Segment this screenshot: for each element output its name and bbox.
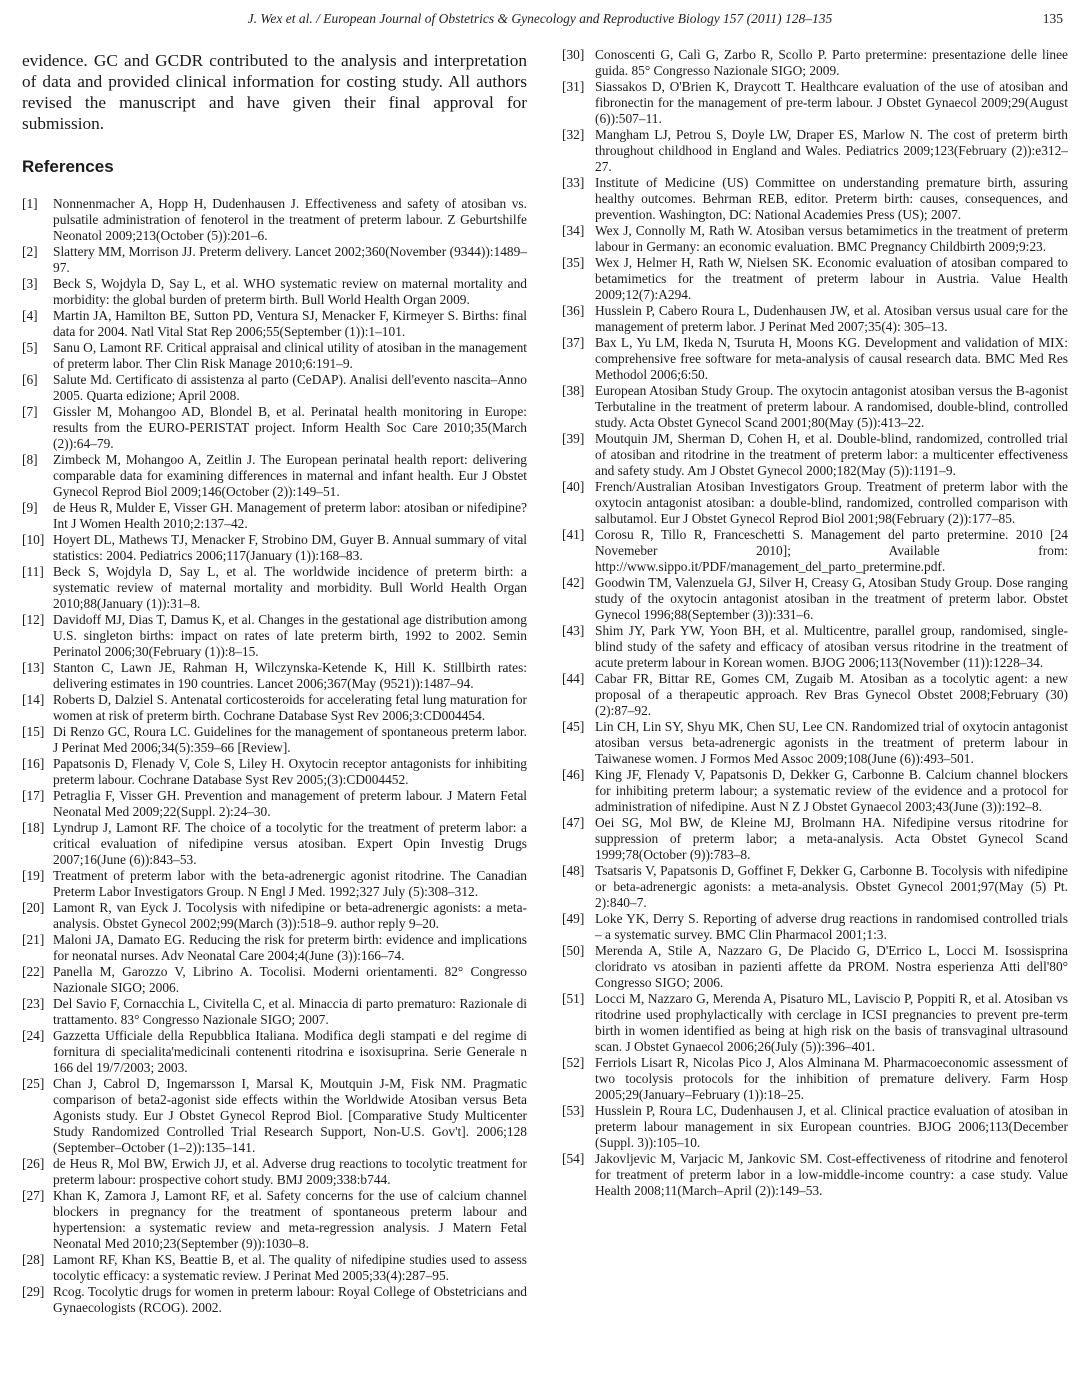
reference-number: [10] — [22, 532, 45, 547]
reference-text: Wex J, Helmer H, Rath W, Nielsen SK. Economic evaluation of atosiban compared to betamimetics for the treatment of preterm labour in Austria. Value Health 2009;12(7):A294. — [595, 255, 1068, 302]
reference-item — [22, 868, 527, 900]
reference-text: Beck S, Wojdyla D, Say L, et al. WHO systematic review on maternal mortality and morbidity: the global burden of preterm birth. Bull World Health Organ 2009. — [53, 276, 527, 307]
reference-item — [22, 820, 527, 868]
reference-item — [22, 1188, 527, 1252]
reference-item — [22, 500, 527, 532]
reference-item — [22, 900, 527, 932]
reference-text: Cabar FR, Bittar RE, Gomes CM, Zugaib M. Atosiban as a tocolytic agent: a new proposal of a therapeutic approach. Rev Bras Gynecol Obstet 2008;February (30)(2):87–92. — [595, 671, 1068, 718]
reference-number: [30] — [562, 47, 585, 62]
reference-item — [562, 1103, 1068, 1151]
reference-number: [1] — [22, 196, 38, 211]
reference-text: Bax L, Yu LM, Ikeda N, Tsuruta H, Moons KG. Development and validation of MIX: comprehensive free software for meta-analysis of causal research data. BMC Med Res Methodol 2006;6:50. — [595, 335, 1068, 382]
reference-number: [16] — [22, 756, 45, 771]
reference-item — [22, 932, 527, 964]
reference-number: [27] — [22, 1188, 45, 1203]
reference-number: [4] — [22, 308, 38, 323]
reference-number: [32] — [562, 127, 585, 142]
reference-text: Gazzetta Ufficiale della Repubblica Italiana. Modifica degli stampati e del regime di fornitura di specialita'medicinali contenenti ritodrina e isoxisuprina. Serie Generale n 166 del 19/7/2003; 2003. — [53, 1028, 527, 1075]
reference-text: Lamont R, van Eyck J. Tocolysis with nifedipine or beta-adrenergic agonists: a meta-analysis. Obstet Gynecol 2002;99(March (3)):518–9. author reply 9–20. — [53, 900, 527, 931]
reference-item — [562, 303, 1068, 335]
reference-number: [19] — [22, 868, 45, 883]
reference-number: [26] — [22, 1156, 45, 1171]
reference-number: [54] — [562, 1151, 585, 1166]
reference-item — [562, 943, 1068, 991]
reference-text: Stanton C, Lawn JE, Rahman H, Wilczynska-Ketende K, Hill K. Stillbirth rates: delivering estimates in 190 countries. Lancet 2006;367(May (9521)):1487–94. — [53, 660, 527, 691]
reference-number: [50] — [562, 943, 585, 958]
reference-text: Maloni JA, Damato EG. Reducing the risk for preterm birth: evidence and implications for neonatal nurses. Adv Neonatal Care 2004;4(June (3)):166–74. — [53, 932, 527, 963]
reference-item — [22, 1156, 527, 1188]
reference-number: [13] — [22, 660, 45, 675]
reference-item — [22, 692, 527, 724]
reference-text: Zimbeck M, Mohangoo A, Zeitlin J. The European perinatal health report: delivering comparable data for examining differences in maternal and infant health. Eur J Obstet Gynecol Reprod Biol 2009;146(October (2)):149–51. — [53, 452, 527, 499]
reference-number: [6] — [22, 372, 38, 387]
reference-text: French/Australian Atosiban Investigators Group. Treatment of preterm labor with the oxytocin antagonist atosiban: a double-blind, randomized, controlled comparison with salbutamol. Eur J Obstet Gynecol Reprod Biol 2001;98(February (2)):177–85. — [595, 479, 1068, 526]
reference-text: Corosu R, Tillo R, Franceschetti S. Management del parto pretermine. 2010 [24 Novemeber 2010]; Available from: http://www.sippo.it/PDF/management_del_parto_pretermine.pdf. — [595, 527, 1068, 574]
reference-text: Loke YK, Derry S. Reporting of adverse drug reactions in randomised controlled trials – a systematic survey. BMC Clin Pharmacol 2001;1:3. — [595, 911, 1068, 942]
reference-number: [44] — [562, 671, 585, 686]
reference-text: Locci M, Nazzaro G, Merenda A, Pisaturo ML, Laviscio P, Poppiti R, et al. Atosiban vs ritodrine used prophylactically with cerclage in ICSI pregnancies to prevent pre-term birth in women identified as being at high risk on the basis of transvaginal ultrasound scan. J Obstet Gynaecol 2006;26(July (5)):396–401. — [595, 991, 1068, 1054]
running-head: J. Wex et al. / European Journal of Obstetrics & Gynecology and Reproductive Biology 157 (2011) 128–135 — [247, 11, 833, 26]
reference-text: King JF, Flenady V, Papatsonis D, Dekker G, Carbonne B. Calcium channel blockers for inhibiting preterm labour; a systematic review of the evidence and a protocol for administration of nifedipine. Aust N Z J Obstet Gynaecol 2003;43(June (3)):192–8. — [595, 767, 1068, 814]
reference-number: [5] — [22, 340, 38, 355]
reference-text: Husslein P, Cabero Roura L, Dudenhausen JW, et al. Atosiban versus usual care for the management of preterm labor. J Perinat Med 2007;35(4): 305–13. — [595, 303, 1068, 334]
reference-item — [22, 308, 527, 340]
reference-text: Petraglia F, Visser GH. Prevention and management of preterm labour. J Matern Fetal Neonatal Med 2009;22(Suppl. 2):24–30. — [53, 788, 527, 819]
reference-number: [25] — [22, 1076, 45, 1091]
reference-item — [22, 788, 527, 820]
left-column — [22, 50, 527, 1316]
reference-text: Hoyert DL, Mathews TJ, Menacker F, Strobino DM, Guyer B. Annual summary of vital statistics: 2004. Pediatrics 2006;117(January (1)):168–83. — [53, 532, 527, 563]
reference-item — [22, 276, 527, 308]
reference-item — [562, 431, 1068, 479]
reference-number: [12] — [22, 612, 45, 627]
reference-text: European Atosiban Study Group. The oxytocin antagonist atosiban versus the B-agonist Terbutaline in the treatment of preterm labour. A randomised, double-blind, controlled study. Acta Obstet Gynecol Scand 2001;80(May (5)):413–22. — [595, 383, 1068, 430]
reference-item — [22, 564, 527, 612]
reference-number: [21] — [22, 932, 45, 947]
right-column — [562, 47, 1068, 1199]
reference-text: Salute Md. Certificato di assistenza al parto (CeDAP). Analisi dell'evento nascita–Anno 2005. Quarta edizione; April 2008. — [53, 372, 527, 403]
reference-item — [562, 671, 1068, 719]
reference-text: Jakovljevic M, Varjacic M, Jankovic SM. Cost-effectiveness of ritodrine and fenoterol for treatment of preterm labor in a low-middle-income country: a case study. Value Health 2008;11(March–April (2)):149–53. — [595, 1151, 1068, 1198]
reference-number: [20] — [22, 900, 45, 915]
reference-item — [562, 79, 1068, 127]
reference-number: [9] — [22, 500, 38, 515]
reference-number: [18] — [22, 820, 45, 835]
reference-number: [24] — [22, 1028, 45, 1043]
reference-number: [53] — [562, 1103, 585, 1118]
reference-item — [22, 404, 527, 452]
reference-text: Wex J, Connolly M, Rath W. Atosiban versus betamimetics in the treatment of preterm labour in Germany: an economic evaluation. BMC Pregnancy Childbirth 2009;9:23. — [595, 223, 1068, 254]
reference-item — [22, 532, 527, 564]
reference-number: [35] — [562, 255, 585, 270]
reference-number: [7] — [22, 404, 38, 419]
reference-item — [22, 1252, 527, 1284]
reference-text: Beck S, Wojdyla D, Say L, et al. The worldwide incidence of preterm birth: a systematic review of maternal mortality and morbidity. Bull World Health Organ 2010;88(January (1)):31–8. — [53, 564, 527, 611]
reference-text: Moutquin JM, Sherman D, Cohen H, et al. Double-blind, randomized, controlled trial of atosiban and ritodrine in the treatment of preterm labor: a multicenter effectiveness and safety study. Am J Obstet Gynecol 2000;182(May (5)):1191–9. — [595, 431, 1068, 478]
reference-number: [17] — [22, 788, 45, 803]
reference-text: Chan J, Cabrol D, Ingemarsson I, Marsal K, Moutquin J-M, Fisk NM. Pragmatic comparison of beta2-agonist side effects within the Worldwide Atosiban versus Beta Agonists study. Eur J Obstet Gynecol Reprod Biol. [Comparative Study Multicenter Study Randomized Controlled Trial Research Support, Non-U.S. Gov't]. 2006;128 (September–October (1–2)):135–141. — [53, 1076, 527, 1155]
reference-number: [46] — [562, 767, 585, 782]
reference-item — [562, 991, 1068, 1055]
reference-number: [52] — [562, 1055, 585, 1070]
reference-item — [22, 1284, 527, 1316]
reference-item — [562, 1055, 1068, 1103]
reference-text: Conoscenti G, Calì G, Zarbo R, Scollo P. Parto pretermine: presentazione delle linee guida. 85° Congresso Nazionale SIGO; 2009. — [595, 47, 1068, 78]
reference-number: [40] — [562, 479, 585, 494]
reference-text: Lin CH, Lin SY, Shyu MK, Chen SU, Lee CN. Randomized trial of oxytocin antagonist atosiban versus beta-adrenergic agonists in the treatment of preterm labour in Taiwanese women. J Formos Med Assoc 2009;108(June (6)):493–501. — [595, 719, 1068, 766]
reference-number: [3] — [22, 276, 38, 291]
reference-item — [562, 1151, 1068, 1199]
reference-item — [562, 127, 1068, 175]
reference-number: [37] — [562, 335, 585, 350]
reference-item — [562, 383, 1068, 431]
reference-text: Rcog. Tocolytic drugs for women in preterm labour: Royal College of Obstetricians and Gynaecologists (RCOG). 2002. — [53, 1284, 527, 1315]
reference-number: [22] — [22, 964, 45, 979]
reference-text: Nonnenmacher A, Hopp H, Dudenhausen J. Effectiveness and safety of atosiban vs. pulsatile administration of fenoterol in the treatment of preterm labour. Z Geburtshilfe Neonatol 2009;213(October (5)):201–6. — [53, 196, 527, 243]
reference-number: [48] — [562, 863, 585, 878]
reference-number: [15] — [22, 724, 45, 739]
reference-list-left — [22, 196, 527, 1316]
reference-number: [41] — [562, 527, 585, 542]
reference-number: [47] — [562, 815, 585, 830]
reference-item — [22, 756, 527, 788]
reference-number: [39] — [562, 431, 585, 446]
reference-number: [51] — [562, 991, 585, 1006]
page-number: 135 — [1042, 11, 1063, 26]
reference-text: Mangham LJ, Petrou S, Doyle LW, Draper ES, Marlow N. The cost of preterm birth throughout childhood in England and Wales. Pediatrics 2009;123(February (2)):e312–27. — [595, 127, 1068, 174]
reference-number: [45] — [562, 719, 585, 734]
reference-number: [8] — [22, 452, 38, 467]
reference-text: Papatsonis D, Flenady V, Cole S, Liley H. Oxytocin receptor antagonists for inhibiting preterm labour. Cochrane Database Syst Rev 2005;(3):CD004452. — [53, 756, 527, 787]
reference-text: Roberts D, Dalziel S. Antenatal corticosteroids for accelerating fetal lung maturation for women at risk of preterm birth. Cochrane Database Syst Rev 2006;3:CD004454. — [53, 692, 527, 723]
reference-item — [562, 719, 1068, 767]
reference-item — [562, 223, 1068, 255]
reference-text: Merenda A, Stile A, Nazzaro G, De Placido G, D'Errico L, Locci M. Isossisprina cloridrato vs atosiban in pazienti affette da PROM. Nostra esperienza Atti dell'80° Congresso SIGO; 2006. — [595, 943, 1068, 990]
reference-number: [33] — [562, 175, 585, 190]
reference-text: Lamont RF, Khan KS, Beattie B, et al. The quality of nifedipine studies used to assess tocolytic efficacy: a systematic review. J Perinat Med 2005;33(4):287–95. — [53, 1252, 527, 1283]
reference-text: Sanu O, Lamont RF. Critical appraisal and clinical utility of atosiban in the management of preterm labor. Ther Clin Risk Manage 2010;6:191–9. — [53, 340, 527, 371]
reference-number: [2] — [22, 244, 38, 259]
reference-item — [562, 911, 1068, 943]
reference-item — [22, 372, 527, 404]
reference-text: Khan K, Zamora J, Lamont RF, et al. Safety concerns for the use of calcium channel blockers in pregnancy for the treatment of spontaneous preterm labour and hypertension: a systematic review and meta-regression analysis. J Matern Fetal Neonatal Med 2010;23(September (9)):1030–8. — [53, 1188, 527, 1251]
reference-number: [31] — [562, 79, 585, 94]
reference-number: [42] — [562, 575, 585, 590]
reference-item — [22, 196, 527, 244]
reference-number: [11] — [22, 564, 44, 579]
reference-item — [22, 244, 527, 276]
reference-text: Oei SG, Mol BW, de Kleine MJ, Brolmann HA. Nifedipine versus ritodrine for suppression of preterm labor; a meta-analysis. Acta Obstet Gynecol Scand 1999;78(October (9)):783–8. — [595, 815, 1068, 862]
reference-text: Husslein P, Roura LC, Dudenhausen J, et al. Clinical practice evaluation of atosiban in preterm labour management in six European countries. BJOG 2006;113(December (Suppl. 3)):105–10. — [595, 1103, 1068, 1150]
reference-number: [49] — [562, 911, 585, 926]
reference-number: [29] — [22, 1284, 45, 1299]
reference-text: Treatment of preterm labor with the beta-adrenergic agonist ritodrine. The Canadian Preterm Labor Investigators Group. N Engl J Med. 1992;327 July (5):308–312. — [53, 868, 527, 899]
reference-item — [562, 575, 1068, 623]
reference-item — [562, 815, 1068, 863]
reference-text: Martin JA, Hamilton BE, Sutton PD, Ventura SJ, Menacker F, Kirmeyer S. Births: final data for 2004. Natl Vital Stat Rep 2006;55(September (1)):1–101. — [53, 308, 527, 339]
reference-item — [22, 724, 527, 756]
reference-text: Panella M, Garozzo V, Librino A. Tocolisi. Moderni orientamenti. 82° Congresso Nazionale SIGO; 2006. — [53, 964, 527, 995]
reference-text: de Heus R, Mol BW, Erwich JJ, et al. Adverse drug reactions to tocolytic treatment for preterm labour: prospective cohort study. BMJ 2009;338:b744. — [53, 1156, 527, 1187]
reference-text: Tsatsaris V, Papatsonis D, Goffinet F, Dekker G, Carbonne B. Tocolysis with nifedipine or beta-adrenergic agonists: a meta-analysis. Obstet Gynecol 2001;97(May (5) Pt. 2):840–7. — [595, 863, 1068, 910]
reference-item — [22, 340, 527, 372]
reference-item — [562, 335, 1068, 383]
references-heading: References — [22, 157, 114, 176]
reference-number: [14] — [22, 692, 45, 707]
reference-item — [562, 863, 1068, 911]
reference-text: Di Renzo GC, Roura LC. Guidelines for the management of spontaneous preterm labor. J Perinat Med 2006;34(5):359–66 [Review]. — [53, 724, 527, 755]
reference-text: Institute of Medicine (US) Committee on understanding premature birth, assuring healthy outcomes. Behrman REB, editor. Preterm birth: causes, consequences, and prevention. Washington, DC: National Academies Press (US); 2007. — [595, 175, 1068, 222]
reference-text: Siassakos D, O'Brien K, Draycott T. Healthcare evaluation of the use of atosiban and fibronectin for the management of pre-term labour. J Obstet Gynaecol 2009;29(August (6)):507–11. — [595, 79, 1068, 126]
reference-item — [562, 767, 1068, 815]
reference-text: Shim JY, Park YW, Yoon BH, et al. Multicentre, parallel group, randomised, single-blind study of the safety and efficacy of atosiban versus ritodrine in the treatment of acute preterm labour in Korean women. BJOG 2006;113(November (11)):1228–34. — [595, 623, 1068, 670]
intro-paragraph: evidence. GC and GCDR contributed to the analysis and interpretation of data and provided clinical information for costing study. All authors revised the manuscript and have given their final approval for submission. — [22, 51, 527, 133]
reference-text: Lyndrup J, Lamont RF. The choice of a tocolytic for the treatment of preterm labor: a critical evaluation of nifedipine versus atosiban. Expert Opin Investig Drugs 2007;16(June (6)):843–53. — [53, 820, 527, 867]
reference-item — [562, 623, 1068, 671]
reference-item — [22, 1028, 527, 1076]
reference-number: [23] — [22, 996, 45, 1011]
reference-item — [22, 452, 527, 500]
reference-item — [22, 1076, 527, 1156]
reference-item — [22, 660, 527, 692]
reference-text: Del Savio F, Cornacchia L, Civitella C, et al. Minaccia di parto prematuro: Razionale di trattamento. 83° Congresso Nazionale SIGO; 2007. — [53, 996, 527, 1027]
reference-text: Ferriols Lisart R, Nicolas Pico J, Alos Alminana M. Pharmacoeconomic assessment of two tocolysis protocols for the inhibition of premature delivery. Farm Hosp 2005;29(January–February (1)):18–25. — [595, 1055, 1068, 1102]
reference-text: Davidoff MJ, Dias T, Damus K, et al. Changes in the gestational age distribution among U.S. singleton births: impact on rates of late preterm birth, 1992 to 2002. Semin Perinatol 2006;30(February (1)):8–15. — [53, 612, 527, 659]
reference-number: [28] — [22, 1252, 45, 1267]
reference-text: de Heus R, Mulder E, Visser GH. Management of preterm labor: atosiban or nifedipine? Int J Women Health 2010;2:137–42. — [53, 500, 527, 531]
reference-item — [562, 47, 1068, 79]
reference-number: [36] — [562, 303, 585, 318]
reference-number: [38] — [562, 383, 585, 398]
reference-list-right — [562, 47, 1068, 1199]
reference-item — [22, 964, 527, 996]
reference-text: Goodwin TM, Valenzuela GJ, Silver H, Creasy G, Atosiban Study Group. Dose ranging study of the oxytocin antagonist atosiban in the treatment of preterm labor. Obstet Gynecol 1996;88(September (3)):331–6. — [595, 575, 1068, 622]
reference-item — [562, 175, 1068, 223]
reference-text: Gissler M, Mohangoo AD, Blondel B, et al. Perinatal health monitoring in Europe: results from the EURO-PERISTAT project. Inform Health Soc Care 2010;35(March (2)):64–79. — [53, 404, 527, 451]
reference-number: [43] — [562, 623, 585, 638]
reference-item — [22, 996, 527, 1028]
reference-number: [34] — [562, 223, 585, 238]
reference-item — [562, 255, 1068, 303]
reference-item — [562, 479, 1068, 527]
reference-text: Slattery MM, Morrison JJ. Preterm delivery. Lancet 2002;360(November (9344)):1489–97. — [53, 244, 527, 275]
reference-item — [22, 612, 527, 660]
reference-item — [562, 527, 1068, 575]
